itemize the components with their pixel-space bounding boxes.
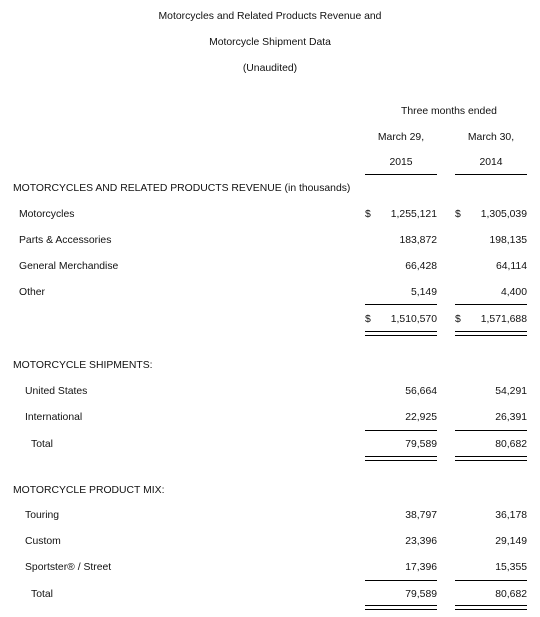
currency-symbol: $: [455, 209, 461, 220]
revenue-subtotal-rule: [365, 304, 437, 305]
shipments-row-2014: 54,291: [495, 386, 527, 397]
product-mix-total-double-rule: [365, 605, 437, 610]
col2-header-year: 2014: [479, 157, 503, 168]
currency-symbol: $: [365, 209, 371, 220]
product-mix-row-label: Sportster® / Street: [25, 562, 112, 573]
product-mix-heading: MOTORCYCLE PRODUCT MIX:: [13, 485, 165, 496]
product-mix-total-2015: 79,589: [405, 589, 437, 600]
currency-symbol: $: [365, 314, 371, 325]
revenue-row-2015: 66,428: [405, 261, 437, 272]
product-mix-row-2014: 29,149: [495, 536, 527, 547]
revenue-row-label: Other: [19, 287, 45, 298]
report-subtitle: (Unaudited): [242, 63, 298, 74]
product-mix-total-label: Total: [31, 589, 53, 600]
revenue-row-2014: 198,135: [489, 235, 527, 246]
product-mix-total-double-rule: [455, 605, 527, 610]
product-mix-row-2015: 23,396: [405, 536, 437, 547]
revenue-subtotal-rule: [455, 304, 527, 305]
shipments-row-2015: 56,664: [405, 386, 437, 397]
shipments-row-label: United States: [25, 386, 88, 397]
revenue-total-double-rule: [365, 331, 437, 336]
shipments-total-label: Total: [31, 439, 53, 450]
report-title-line2: Motorcycle Shipment Data: [209, 37, 331, 48]
revenue-row-2014: 4,400: [500, 287, 527, 298]
shipments-row-2015: 22,925: [405, 412, 437, 423]
revenue-row-2015: $ 1,255,121: [365, 209, 437, 220]
revenue-row-label: Motorcycles: [19, 209, 75, 220]
product-mix-subtotal-rule: [365, 580, 437, 581]
col1-header-date: March 29,: [377, 132, 425, 143]
revenue-row-2014: 64,114: [495, 261, 527, 272]
report-title-line1: Motorcycles and Related Products Revenue and: [158, 11, 382, 22]
product-mix-row-label: Touring: [25, 510, 60, 521]
revenue-row-label: Parts & Accessories: [19, 235, 112, 246]
product-mix-row-2014: 15,355: [495, 562, 527, 573]
revenue-total-2014: $ 1,571,688: [455, 314, 527, 325]
shipments-row-2014: 26,391: [495, 412, 527, 423]
shipments-heading: MOTORCYCLE SHIPMENTS:: [13, 360, 153, 371]
product-mix-row-2015: 38,797: [405, 510, 437, 521]
currency-symbol: $: [455, 314, 461, 325]
revenue-row-2015: 183,872: [399, 235, 437, 246]
revenue-heading: MOTORCYCLES AND RELATED PRODUCTS REVENUE (in thousands): [13, 183, 351, 194]
shipments-total-2015: 79,589: [405, 439, 437, 450]
revenue-total-2015: $ 1,510,570: [365, 314, 437, 325]
revenue-row-2015: 5,149: [410, 287, 437, 298]
col2-header-rule: [455, 174, 527, 175]
period-header: Three months ended: [401, 106, 497, 117]
shipments-row-label: International: [25, 412, 83, 423]
revenue-total-double-rule: [455, 331, 527, 336]
shipments-subtotal-rule: [365, 430, 437, 431]
revenue-row-label: General Merchandise: [19, 261, 119, 272]
col1-header-year: 2015: [389, 157, 413, 168]
shipments-total-double-rule: [455, 456, 527, 461]
col1-header-rule: [365, 174, 437, 175]
product-mix-row-2015: 17,396: [405, 562, 437, 573]
product-mix-subtotal-rule: [455, 580, 527, 581]
shipments-total-double-rule: [365, 456, 437, 461]
col2-header-date: March 30,: [467, 132, 515, 143]
shipments-total-2014: 80,682: [495, 439, 527, 450]
product-mix-row-2014: 36,178: [495, 510, 527, 521]
product-mix-row-label: Custom: [25, 536, 61, 547]
product-mix-total-2014: 80,682: [495, 589, 527, 600]
revenue-row-2014: $ 1,305,039: [455, 209, 527, 220]
shipments-subtotal-rule: [455, 430, 527, 431]
